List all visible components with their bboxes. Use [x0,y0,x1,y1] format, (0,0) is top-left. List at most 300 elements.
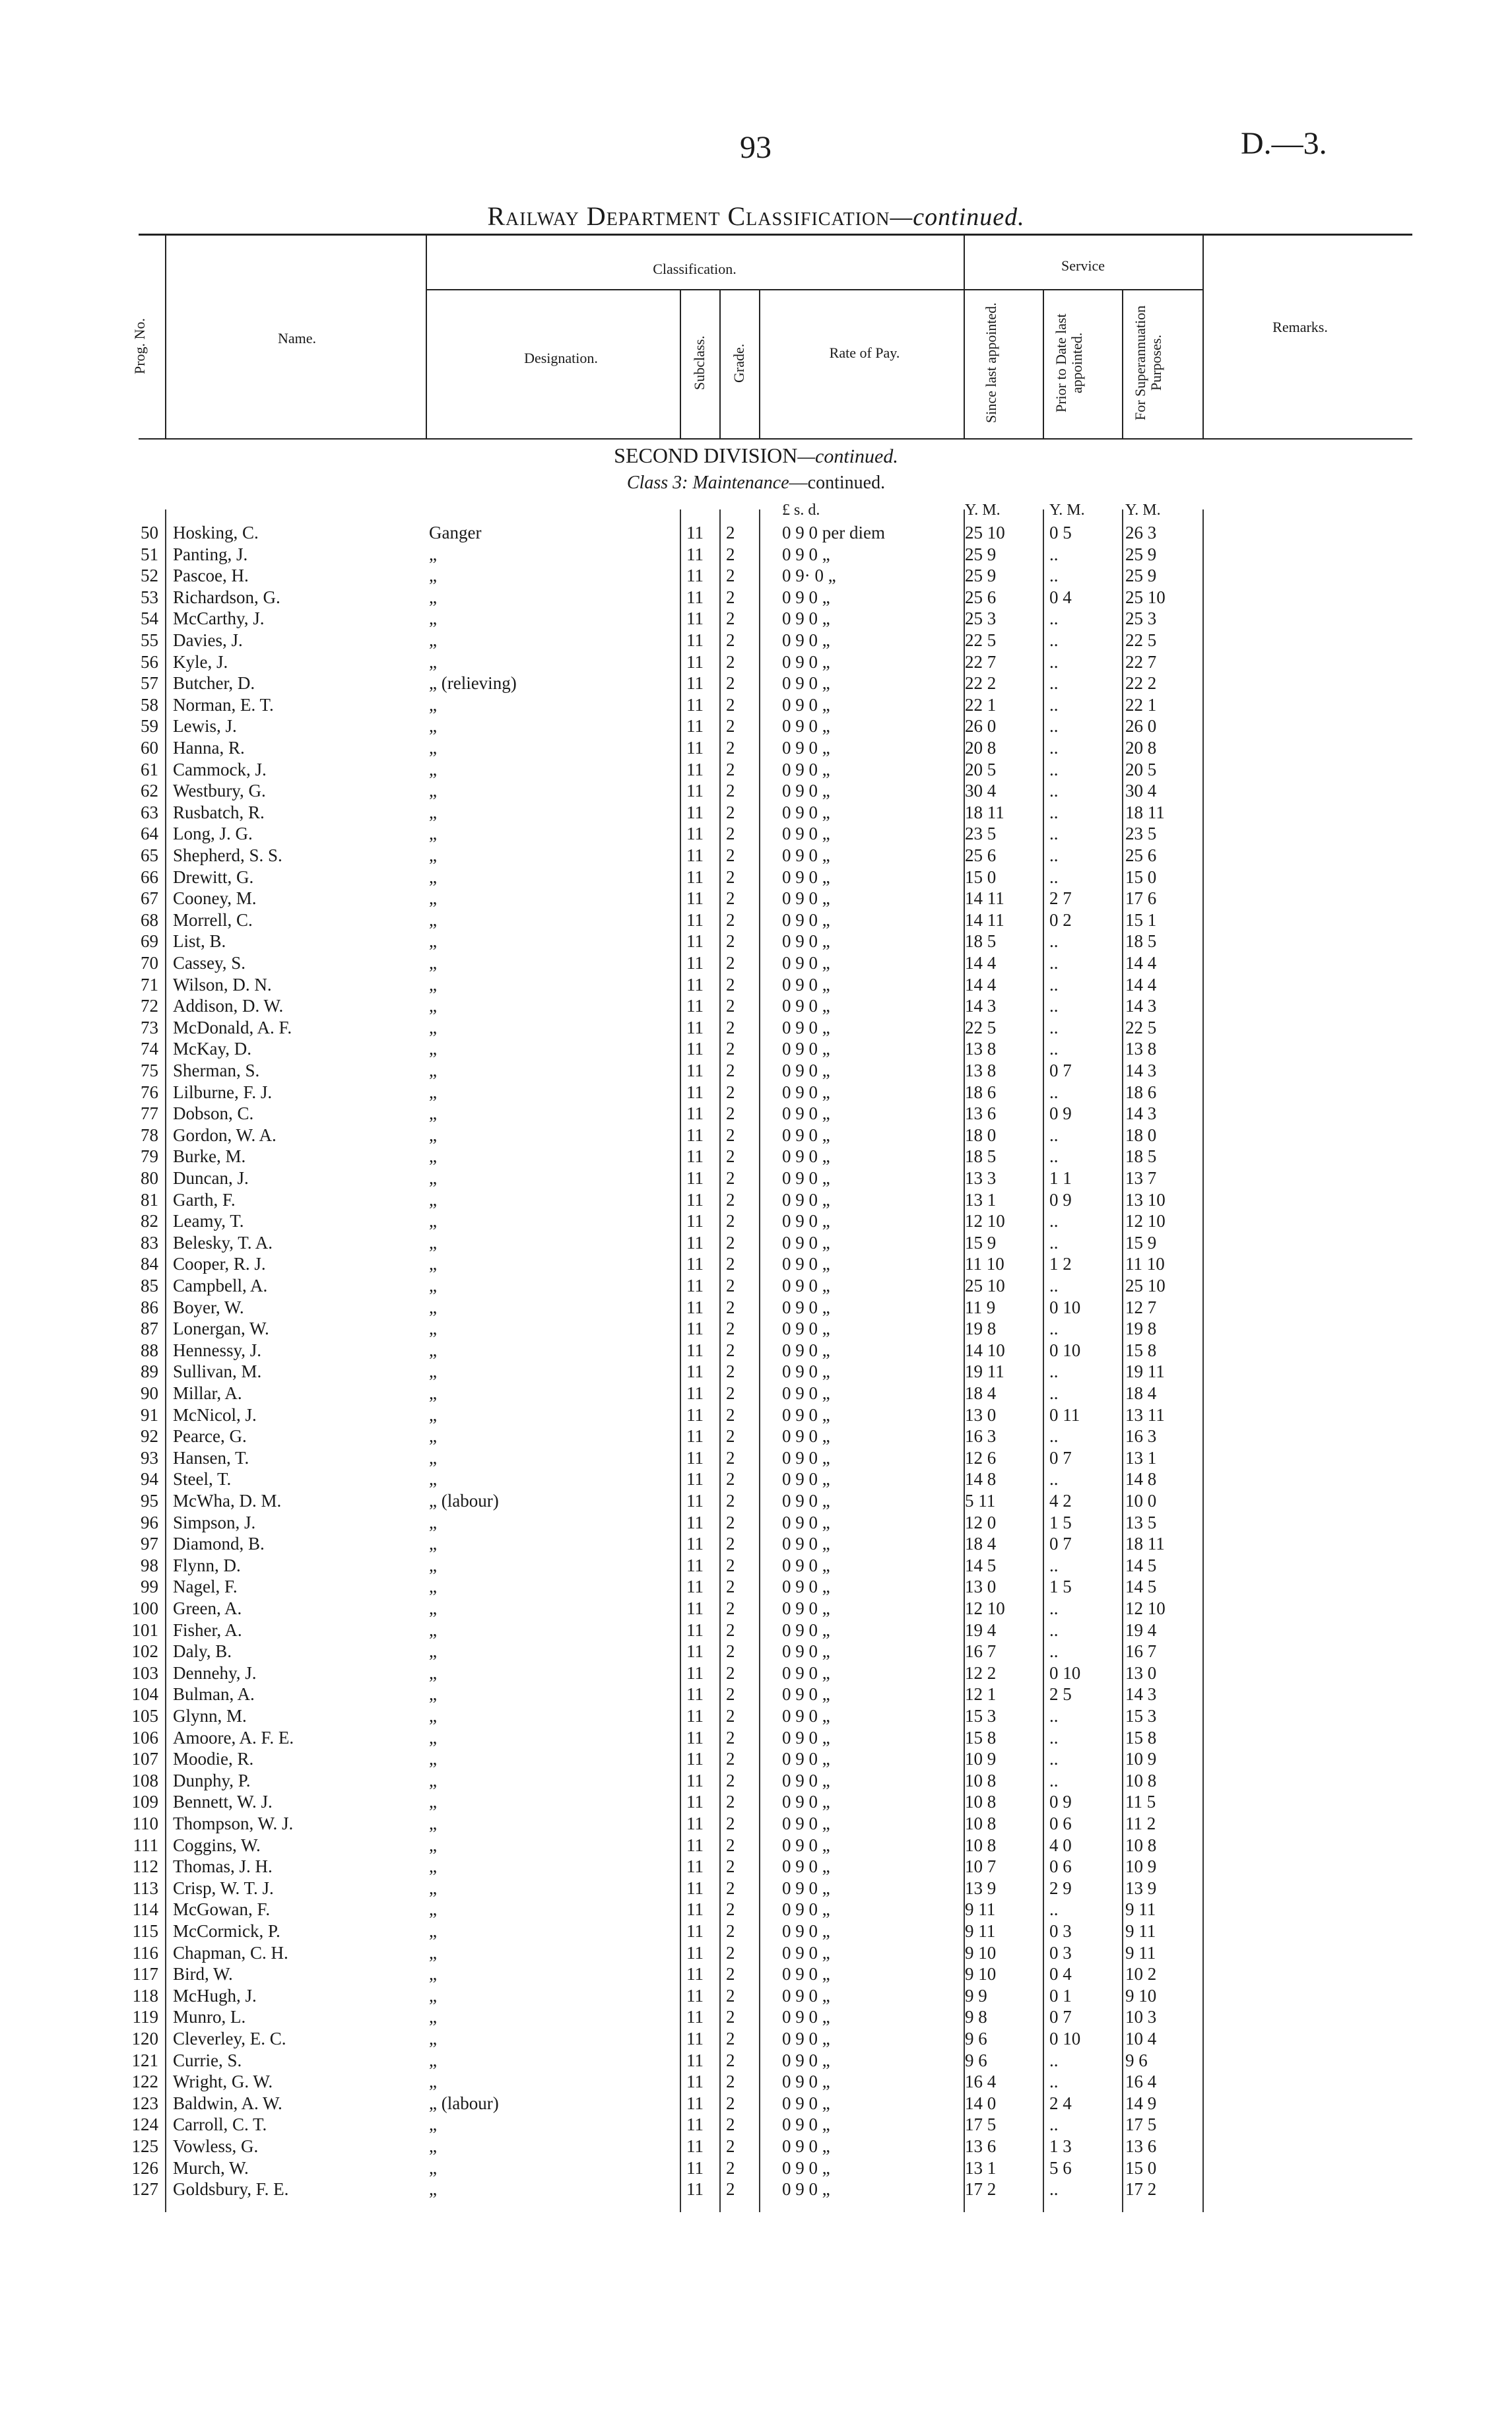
cell-name: Shepherd, S. S. [173,845,282,865]
page-number: 93 [740,130,772,165]
cell-name: Thomas, J. H. [173,1856,273,1877]
cell-no: 92 [141,1426,158,1447]
cell-sup: 18 0 [1125,1125,1157,1145]
cell-sup: 16 4 [1125,2072,1157,2092]
cell-sup: 10 3 [1125,2007,1157,2027]
cell-sup: 11 5 [1125,1792,1156,1812]
cell-no: 106 [131,1727,158,1748]
title-suffix: —continued. [890,203,1025,231]
cell-pr: 0 3 [1049,1942,1072,1963]
cell-sub: 11 [686,673,704,694]
cell-sub: 11 [686,2007,704,2027]
cell-name: Dennehy, J. [173,1662,257,1683]
cell-sup: 13 10 [1125,1189,1166,1210]
cell-sl: 10 8 [965,1814,997,1833]
cell-name: Addison, D. W. [173,996,284,1016]
cell-sl: 13 6 [965,1103,997,1124]
cell-pr: .. [1049,824,1059,844]
cell-rate: 0 9 0 „ [782,1491,830,1511]
cell-rate: 0 9 0 „ [782,1770,830,1790]
cell-sub: 11 [686,1469,704,1490]
cell-sub: 11 [686,1146,704,1167]
cell-sup: 9 6 [1125,2050,1148,2070]
cell-sup: 13 6 [1125,2136,1157,2156]
cell-no: 115 [132,1921,158,1941]
cell-desig: „ [429,996,437,1016]
cell-grade: 2 [726,544,735,564]
cell-no: 84 [141,1254,158,1274]
cell-name: Thompson, W. J. [173,1814,294,1833]
cell-grade: 2 [726,2007,735,2027]
cell-rate: 0 9 0 „ [782,1361,830,1382]
cell-grade: 2 [726,1770,735,1790]
cell-desig: „ [429,1727,437,1748]
cell-rate: 0 9 0 „ [782,845,830,865]
cell-sup: 19 8 [1125,1319,1157,1339]
cell-sl: 9 10 [965,1942,997,1963]
cell-rate: 0 9 0 „ [782,1814,830,1833]
cell-no: 74 [141,1039,158,1059]
cell-desig: „ [429,781,437,801]
cell-sl: 14 5 [965,1555,997,1575]
cell-pr: 1 5 [1049,1577,1072,1597]
cell-rate: 0 9 0 „ [782,1706,830,1726]
cell-grade: 2 [726,1792,735,1812]
cell-name: Goldsbury, F. E. [173,2179,289,2200]
cell-pr: 0 2 [1049,909,1072,930]
cell-rate: 0 9 0 „ [782,1469,830,1490]
cell-sup: 10 0 [1125,1491,1157,1511]
cell-rate: 0 9 0 „ [782,1383,830,1403]
cell-grade: 2 [726,953,735,973]
cell-sub: 11 [686,953,704,973]
cell-rate: 0 9 0 „ [782,2029,830,2048]
cell-grade: 2 [726,2029,735,2048]
cell-grade: 2 [726,1082,735,1102]
cell-rate: 0 9 0 „ [782,716,830,737]
cell-rate: 0 9 0 „ [782,1942,830,1963]
header-bottom-rule [139,438,1412,440]
cell-grade: 2 [726,888,735,909]
header-divider [759,290,760,438]
cell-no: 112 [132,1856,158,1877]
cell-grade: 2 [726,1146,735,1167]
cell-sup: 14 3 [1125,1684,1157,1705]
cell-sup: 15 8 [1125,1727,1157,1748]
cell-no: 55 [141,630,158,650]
cell-name: Long, J. G. [173,824,253,844]
cell-name: Belesky, T. A. [173,1232,273,1253]
cell-sub: 11 [686,1319,704,1339]
cell-desig: „ [429,909,437,930]
cell-sub: 11 [686,845,704,865]
cell-sup: 12 7 [1125,1297,1157,1317]
cell-rate: 0 9 0 „ [782,1534,830,1554]
cell-sub: 11 [686,1254,704,1274]
cell-rate: 0 9 0 „ [782,2093,830,2113]
cell-name: Drewitt, G. [173,867,254,887]
cell-rate: 0 9 0 „ [782,2179,830,2200]
cell-pr: 0 10 [1049,1340,1081,1360]
cell-sup: 22 5 [1125,630,1157,650]
cell-sl: 11 9 [965,1297,996,1317]
header-divider [680,290,681,438]
cell-rate: 0 9 0 „ [782,1856,830,1877]
cell-sup: 25 6 [1125,845,1157,865]
cell-desig: „ [429,1598,437,1618]
cell-rate: 0 9 0 „ [782,2007,830,2027]
class-label: Class 3: [626,473,688,493]
cell-name: Hanna, R. [173,738,245,758]
cell-sub: 11 [686,694,704,715]
cell-name: Rusbatch, R. [173,802,265,822]
cell-pr: 0 7 [1049,1447,1072,1468]
cell-sup: 13 5 [1125,1512,1157,1532]
section-title [0,443,1512,468]
cell-sl: 12 1 [965,1684,997,1705]
cell-sl: 9 11 [965,1921,996,1941]
cell-sub: 11 [686,909,704,930]
cell-name: McKay, D. [173,1039,251,1059]
cell-pr: .. [1049,1319,1059,1339]
cell-sup: 14 5 [1125,1577,1157,1597]
cell-no: 99 [141,1577,158,1597]
cell-rate: 0 9 0 „ [782,2114,830,2135]
cell-grade: 2 [726,1706,735,1726]
cell-rate: 0 9 0 „ [782,1426,830,1447]
cell-rate: 0 9 0 „ [782,888,830,909]
cell-no: 82 [141,1211,158,1231]
cell-sub: 11 [686,1189,704,1210]
cell-pr: .. [1049,1276,1059,1295]
cell-grade: 2 [726,1469,735,1490]
cell-name: Glynn, M. [173,1706,247,1726]
cell-pr: .. [1049,1361,1059,1382]
cell-sup: 15 0 [1125,2157,1157,2178]
cell-sub: 11 [686,1383,704,1403]
cell-sl: 14 0 [965,2093,997,2113]
cell-rate: 0 9 0 „ [782,1340,830,1360]
cell-sub: 11 [686,1598,704,1618]
cell-desig: „ [429,1276,437,1295]
cell-name: Hosking, C. [173,523,259,542]
cell-pr: 2 7 [1049,888,1072,909]
cell-pr: .. [1049,845,1059,865]
cell-name: McNicol, J. [173,1404,257,1425]
cell-sub: 11 [686,651,704,672]
cell-desig: „ [429,802,437,822]
cell-sl: 12 10 [965,1211,1005,1231]
cell-name: Millar, A. [173,1383,242,1403]
cell-no: 50 [141,523,158,542]
cell-name: Diamond, B. [173,1534,265,1554]
cell-sub: 11 [686,1491,704,1511]
cell-rate: 0 9 0 „ [782,1125,830,1145]
cell-grade: 2 [726,1727,735,1748]
cell-no: 75 [141,1061,158,1080]
cell-pr: 1 3 [1049,2136,1072,2156]
cell-desig: „ [429,867,437,887]
cell-no: 101 [131,1620,158,1640]
cell-no: 54 [141,608,158,629]
cell-desig: „ [429,2136,437,2156]
cell-no: 95 [141,1491,158,1511]
cell-rate: 0 9 0 „ [782,2136,830,2156]
cell-pr: .. [1049,566,1059,586]
cell-pr: .. [1049,802,1059,822]
cell-sl: 19 8 [965,1319,997,1339]
cell-no: 105 [131,1706,158,1726]
cell-sup: 16 3 [1125,1426,1157,1447]
cell-desig: „ [429,1921,437,1941]
cell-grade: 2 [726,1749,735,1769]
cell-pr: .. [1049,1232,1059,1253]
units-since-last: Y. M. [965,502,1001,519]
cell-sub: 11 [686,781,704,801]
cell-sup: 14 3 [1125,1103,1157,1124]
cell-grade: 2 [726,1319,735,1339]
cell-sl: 15 3 [965,1706,997,1726]
cell-sup: 9 11 [1125,1899,1156,1920]
cell-sub: 11 [686,2114,704,2135]
cell-sup: 20 5 [1125,759,1157,779]
cell-pr: 0 6 [1049,1856,1072,1877]
cell-grade: 2 [726,2179,735,2200]
cell-sub: 11 [686,1727,704,1748]
cell-name: McWha, D. M. [173,1491,282,1511]
cell-grade: 2 [726,1426,735,1447]
cell-grade: 2 [726,1103,735,1124]
class-title [0,473,1512,494]
cell-sl: 17 2 [965,2179,997,2200]
cell-pr: .. [1049,1555,1059,1575]
cell-rate: 0 9 0 „ [782,738,830,758]
header-grade: Grade. [731,343,747,383]
cell-no: 108 [131,1770,158,1790]
cell-no: 87 [141,1319,158,1339]
class-name: Maintenance [692,473,789,493]
cell-desig: „ [429,1426,437,1447]
cell-grade: 2 [726,738,735,758]
cell-grade: 2 [726,1276,735,1295]
header-divider [1043,290,1044,438]
header-rate-of-pay: Rate of Pay. [829,344,900,361]
cell-sl: 14 8 [965,1469,997,1490]
column-rule [759,509,760,2212]
cell-desig: „ [429,1749,437,1769]
cell-name: Dobson, C. [173,1103,254,1124]
cell-rate: 0 9 0 „ [782,1964,830,1984]
cell-name: Boyer, W. [173,1297,244,1317]
cell-no: 70 [141,953,158,973]
cell-desig: „ [429,1814,437,1833]
cell-sub: 11 [686,824,704,844]
cell-no: 100 [131,1598,158,1618]
cell-desig: „ [429,1555,437,1575]
cell-pr: .. [1049,651,1059,672]
cell-sl: 9 8 [965,2007,987,2027]
cell-sl: 16 3 [965,1426,997,1447]
cell-sub: 11 [686,1340,704,1360]
cell-rate: 0 9 0 „ [782,802,830,822]
cell-grade: 2 [726,1512,735,1532]
cell-rate: 0 9 0 „ [782,1749,830,1769]
header-divider [1202,235,1204,438]
cell-rate: 0 9 0 „ [782,1684,830,1705]
cell-sup: 23 5 [1125,824,1157,844]
cell-pr: 0 1 [1049,1985,1072,2006]
cell-sup: 9 11 [1125,1921,1156,1941]
cell-name: Davies, J. [173,630,243,650]
division-name: SECOND DIVISION [614,443,798,467]
cell-desig: „ [429,845,437,865]
header-service: Service [1061,257,1105,274]
cell-desig: „ [429,931,437,952]
cell-pr: .. [1049,1039,1059,1059]
cell-name: Carroll, C. T. [173,2114,267,2135]
cell-sup: 22 1 [1125,694,1157,715]
cell-sl: 18 5 [965,1146,997,1167]
cell-desig: „ [429,1189,437,1210]
cell-sup: 10 8 [1125,1770,1157,1790]
cell-no: 73 [141,1017,158,1037]
cell-grade: 2 [726,1039,735,1059]
cell-sup: 9 11 [1125,1942,1156,1963]
cell-sl: 13 1 [965,1189,997,1210]
cell-sl: 10 8 [965,1792,997,1812]
cell-name: McHugh, J. [173,1985,257,2006]
cell-no: 102 [131,1641,158,1662]
cell-pr: .. [1049,1706,1059,1726]
cell-desig: „ [429,1835,437,1855]
cell-grade: 2 [726,2050,735,2070]
cell-name: Daly, B. [173,1641,232,1662]
cell-sub: 11 [686,867,704,887]
cell-grade: 2 [726,1125,735,1145]
cell-rate: 0 9 0 „ [782,630,830,650]
cell-rate: 0 9 0 „ [782,1276,830,1295]
cell-grade: 2 [726,1985,735,2006]
cell-rate: 0 9 0 „ [782,1319,830,1339]
cell-name: Crisp, W. T. J. [173,1878,274,1898]
cell-no: 126 [131,2157,158,2178]
cell-desig: „ [429,1620,437,1640]
cell-name: Flynn, D. [173,1555,241,1575]
cell-name: Burke, M. [173,1146,246,1167]
cell-no: 58 [141,694,158,715]
cell-sup: 18 4 [1125,1383,1157,1403]
cell-sub: 11 [686,1361,704,1382]
cell-sub: 11 [686,1082,704,1102]
cell-sup: 17 2 [1125,2179,1157,2200]
cell-sub: 11 [686,1620,704,1640]
cell-sup: 19 4 [1125,1620,1157,1640]
cell-sub: 11 [686,1641,704,1662]
cell-rate: 0 9 0 „ [782,1254,830,1274]
cell-sl: 11 10 [965,1254,1004,1274]
cell-sub: 11 [686,1770,704,1790]
cell-sl: 10 7 [965,1856,997,1877]
cell-desig: „ [429,1641,437,1662]
cell-pr: 4 0 [1049,1835,1072,1855]
column-rule [719,509,721,2212]
cell-sub: 11 [686,1964,704,1984]
cell-no: 86 [141,1297,158,1317]
cell-no: 123 [131,2093,158,2113]
cell-no: 96 [141,1512,158,1532]
cell-sup: 10 9 [1125,1749,1157,1769]
cell-sl: 25 6 [965,845,997,865]
cell-no: 114 [132,1899,158,1920]
cell-sub: 11 [686,2029,704,2048]
cell-desig: „ [429,2050,437,2070]
cell-no: 56 [141,651,158,672]
cell-sub: 11 [686,1039,704,1059]
cell-sup: 15 1 [1125,909,1157,930]
cell-pr: .. [1049,867,1059,887]
header-divider [165,235,166,438]
cell-grade: 2 [726,1168,735,1188]
cell-sl: 19 4 [965,1620,997,1640]
cell-desig: „ [429,1103,437,1124]
cell-no: 68 [141,909,158,930]
cell-desig: „ [429,1662,437,1683]
cell-sub: 11 [686,2136,704,2156]
cell-rate: 0 9 0 „ [782,2072,830,2092]
cell-sl: 18 6 [965,1082,997,1102]
cell-desig: „ [429,824,437,844]
cell-pr: 0 9 [1049,1103,1072,1124]
cell-sl: 9 6 [965,2050,987,2070]
header-since-last-appointed: Since last appointed. [983,302,999,424]
cell-rate: 0 9 0 „ [782,1598,830,1618]
cell-sup: 11 2 [1125,1814,1156,1833]
cell-pr: 1 5 [1049,1512,1072,1532]
cell-rate: 0 9 0 „ [782,651,830,672]
cell-desig: „ [429,651,437,672]
cell-pr: .. [1049,694,1059,715]
cell-sub: 11 [686,2093,704,2113]
cell-pr: .. [1049,608,1059,629]
cell-rate: 0 9 0 „ [782,1512,830,1532]
cell-desig: „ [429,1017,437,1037]
cell-sl: 5 11 [965,1491,996,1511]
header-divider [719,290,721,438]
cell-name: Munro, L. [173,2007,246,2027]
cell-sup: 18 6 [1125,1082,1157,1102]
cell-sub: 11 [686,974,704,995]
cell-name: Murch, W. [173,2157,249,2178]
cell-grade: 2 [726,1189,735,1210]
cell-sl: 13 0 [965,1404,997,1425]
cell-sup: 12 10 [1125,1211,1166,1231]
cell-pr: .. [1049,1598,1059,1618]
cell-no: 118 [132,1985,158,2006]
cell-desig: „ [429,630,437,650]
cell-desig: „ [429,1211,437,1231]
cell-sup: 25 9 [1125,566,1157,586]
cell-pr: .. [1049,781,1059,801]
cell-sup: 10 4 [1125,2029,1157,2048]
column-rule [1122,509,1123,2212]
cell-rate: 0 9 0 „ [782,1297,830,1317]
cell-sup: 15 9 [1125,1232,1157,1253]
cell-name: Dunphy, P. [173,1770,251,1790]
cell-sup: 22 7 [1125,651,1157,672]
cell-desig: „ [429,1082,437,1102]
cell-grade: 2 [726,608,735,629]
cell-grade: 2 [726,1534,735,1554]
